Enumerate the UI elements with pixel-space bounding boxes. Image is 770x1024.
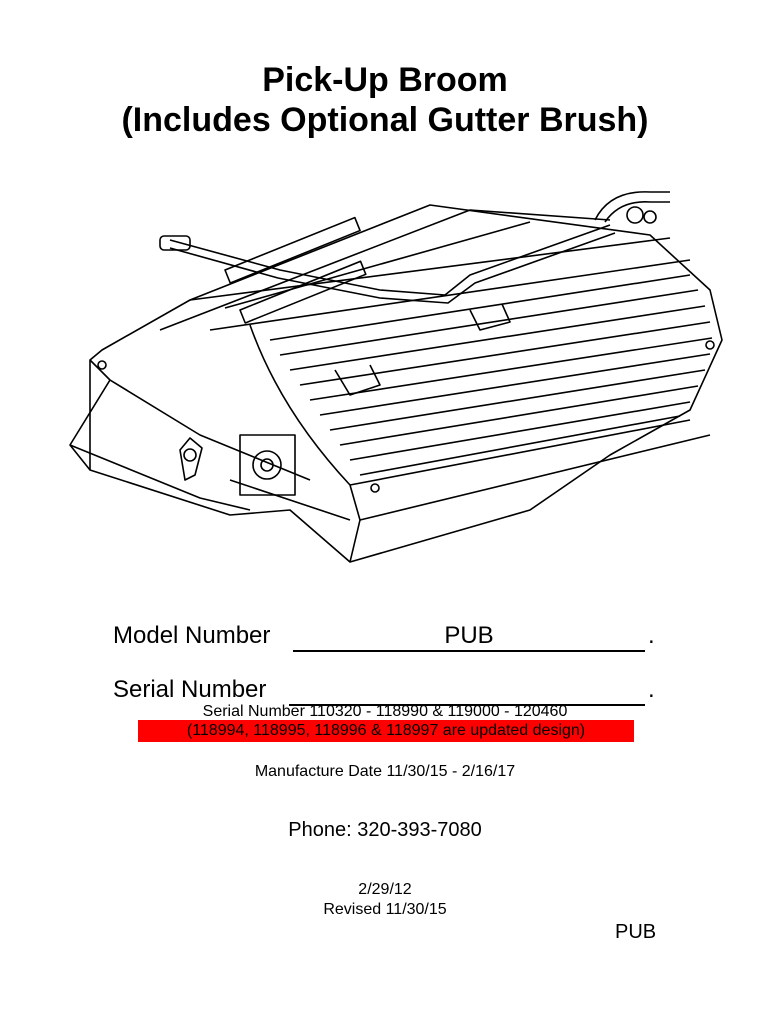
model-number-period: . <box>648 622 655 649</box>
serial-number-label: Serial Number <box>113 676 267 703</box>
serial-range-text: Serial Number 110320 - 118990 & 119000 - 120460 <box>202 703 568 720</box>
revised-date: Revised 11/30/15 <box>323 901 447 918</box>
pick-up-broom-illustration <box>50 180 730 580</box>
serial-number-period: . <box>648 676 655 703</box>
model-number-label: Model Number <box>113 622 271 649</box>
model-number-value: PUB <box>293 622 645 652</box>
phone-number: Phone: 320-393-7080 <box>288 819 482 841</box>
updated-design-note: (118994, 118995, 118996 & 118997 are updated design) <box>138 720 634 742</box>
footer-product-code: PUB <box>615 921 657 943</box>
document-title-line1: Pick-Up Broom <box>262 61 508 99</box>
document-title-line2: (Includes Optional Gutter Brush) <box>121 101 649 139</box>
manufacture-date: Manufacture Date 11/30/15 - 2/16/17 <box>254 763 516 780</box>
document-date: 2/29/12 <box>358 881 412 898</box>
